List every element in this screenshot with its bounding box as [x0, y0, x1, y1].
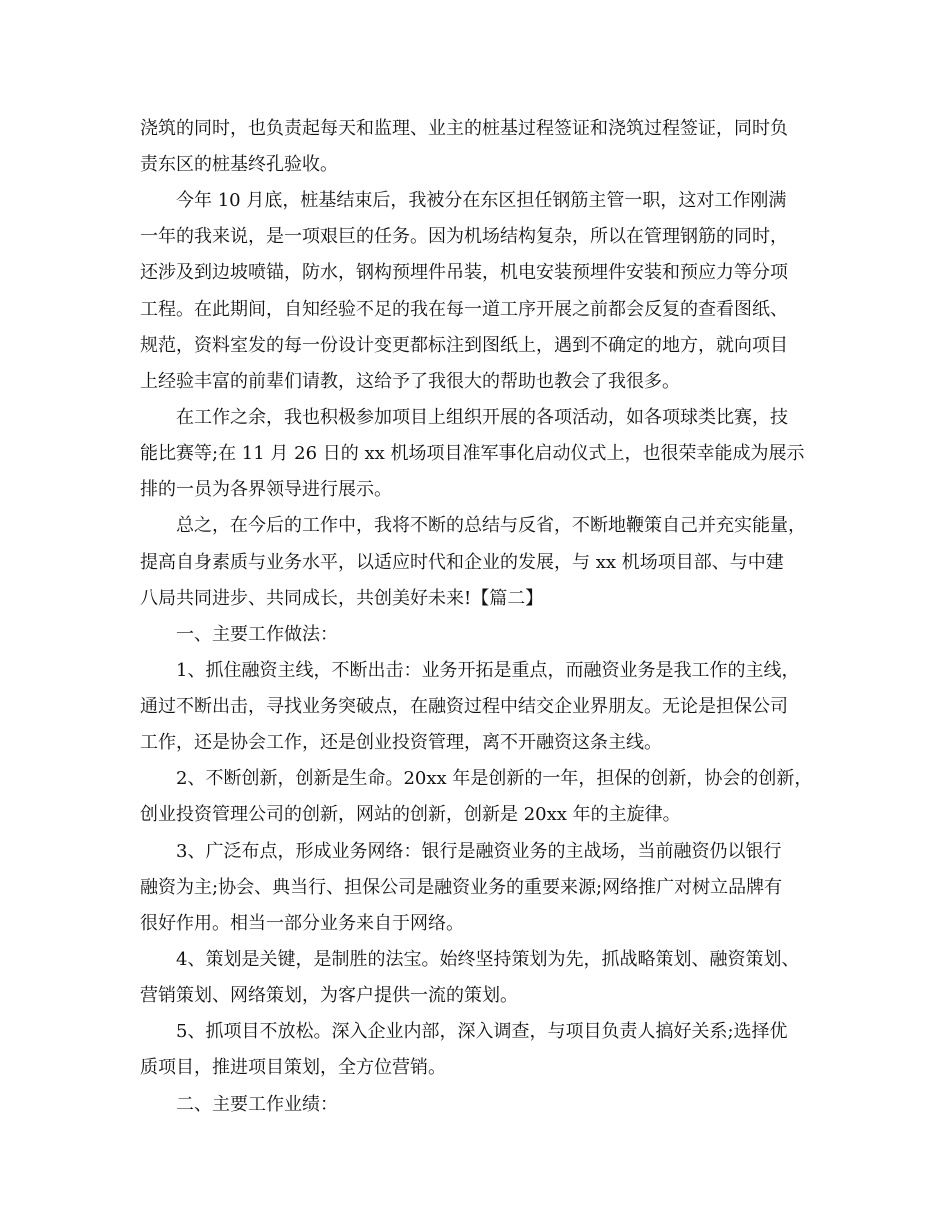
text-line: 排的一员为各界领导进行展示。: [140, 479, 392, 500]
text-line: 规范，资料室发的每一份设计变更都标注到图纸上，遇到不确定的地方，就向项目: [140, 335, 788, 356]
text-line: 责东区的桩基终孔验收。: [140, 154, 338, 175]
text-line: 浇筑的同时，也负责起每天和监理、业主的桩基过程签证和浇筑过程签证，同时负: [140, 118, 788, 139]
text-line: 很好作用。相当一部分业务来自于网络。: [140, 913, 464, 934]
text-line: 融资为主;协会、典当行、担保公司是融资业务的重要来源;网络推广对树立品牌有: [140, 877, 783, 898]
paragraph-start-line: 5、抓项目不放松。深入企业内部，深入调查，与项目负责人搞好关系;选择优: [176, 1021, 788, 1042]
paragraph-start-line: 今年 10 月底，桩基结束后，我被分在东区担任钢筋主管一职，这对工作刚满: [176, 190, 787, 211]
text-line: 工程。在此期间，自知经验不足的我在每一道工序开展之前都会反复的查看图纸、: [140, 299, 788, 320]
text-line: 八局共同进步、共同成长，共创美好未来!【篇二】: [140, 588, 544, 609]
text-line: 营销策划、网络策划，为客户提供一流的策划。: [140, 985, 518, 1006]
text-line: 通过不断出击，寻找业务突破点，在融资过程中结交企业界朋友。无论是担保公司: [140, 696, 788, 717]
text-line: 还涉及到边坡喷锚，防水，钢构预埋件吊装，机电安装预埋件安装和预应力等分项: [140, 262, 788, 283]
paragraph-start-line: 总之，在今后的工作中，我将不断的总结与反省，不断地鞭策自己并充实能量，: [176, 515, 806, 536]
paragraph-start-line: 3、广泛布点，形成业务网络：银行是融资业务的主战场，当前融资仍以银行: [176, 841, 782, 862]
text-line: 上经验丰富的前辈们请教，这给予了我很大的帮助也教会了我很多。: [140, 371, 680, 392]
text-line: 创业投资管理公司的创新，网站的创新，创新是 20xx 年的主旋律。: [140, 804, 681, 825]
text-line: 工作，还是协会工作，还是创业投资管理，离不开融资这条主线。: [140, 732, 662, 753]
section-heading: 二、主要工作业绩：: [176, 1094, 338, 1115]
text-line: 提高自身素质与业务水平，以适应时代和企业的发展，与 xx 机场项目部、与中建: [140, 552, 784, 573]
section-heading: 一、主要工作做法：: [176, 624, 338, 645]
text-line: 能比赛等;在 11 月 26 日的 xx 机场项目准军事化启动仪式上，也很荣幸能成为展示: [140, 443, 805, 464]
text-line: 质项目，推进项目策划，全方位营销。: [140, 1057, 446, 1078]
paragraph-start-line: 4、策划是关键，是制胜的法宝。始终坚持策划为先，抓战略策划、融资策划、: [176, 949, 800, 970]
paragraph-start-line: 在工作之余，我也积极参加项目上组织开展的各项活动，如各项球类比赛，技: [176, 407, 788, 428]
text-line: 一年的我来说，是一项艰巨的任务。因为机场结构复杂，所以在管理钢筋的同时，: [140, 226, 788, 247]
paragraph-start-line: 1、抓住融资主线，不断出击：业务开拓是重点，而融资业务是我工作的主线，: [176, 660, 800, 681]
paragraph-start-line: 2、不断创新，创新是生命。20xx 年是创新的一年，担保的创新，协会的创新，: [176, 768, 813, 789]
